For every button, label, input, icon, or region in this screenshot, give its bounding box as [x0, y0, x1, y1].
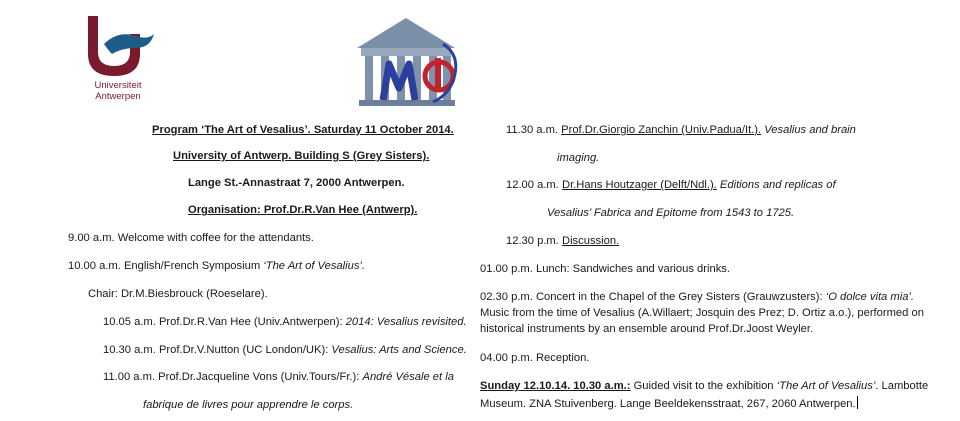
talk-vanhee-speaker: 10.05 a.m. Prof.Dr.R.Van Hee (Univ.Antwerpen): [103, 316, 346, 328]
address-line: Lange St.-Annastraat 7, 2000 Antwerpen. [188, 177, 405, 189]
symposium-title: ‘The Art of Vesalius’. [263, 260, 366, 272]
exhibition-title: ‘The Art of Vesalius’ [776, 380, 876, 392]
item-talk-houtzager [506, 178, 836, 192]
discussion-label: Discussion. [561, 235, 620, 247]
talk-vons-speaker: 11.00 a.m. Prof.Dr.Jacqueline Vons (Univ.Tours/Fr.): [103, 371, 363, 383]
sunday-visit-location [480, 396, 858, 411]
university-of-antwerp-logo-icon [78, 14, 158, 80]
concert-title: ‘O dolce vita mia’. [825, 291, 915, 303]
sunday-date: Sunday 12.10.14. 10.30 a.m.: [480, 380, 631, 392]
museum-emblem-logo-icon [347, 14, 465, 110]
sunday-visit-lambotte: . Lambotte [875, 380, 929, 392]
concert-ensemble-line: historical instruments by an ensemble around Prof.Dr.Joost Weyler. [480, 323, 814, 335]
item-lunch: 01.00 p.m. Lunch: Sandwiches and various drinks. [480, 263, 730, 275]
organisation-line: Organisation: Prof.Dr.R.Van Hee (Antwerp). [188, 204, 418, 216]
item-talk-zanchin [506, 123, 856, 137]
talk-zanchin-time: 11.30 a.m. [506, 124, 562, 136]
sunday-visit-text: Guided visit to the exhibition [630, 380, 777, 392]
venue-line: University of Antwerp. Building S (Grey Sisters). [173, 150, 430, 162]
item-reception: 04.00 p.m. Reception. [480, 352, 590, 364]
talk-vons-title: André Vésale et la [362, 371, 454, 383]
talk-nutton-title: Vesalius: Arts and Science. [331, 344, 467, 356]
item-chair: Chair: Dr.M.Biesbrouck (Roeselare). [88, 288, 268, 300]
item-discussion [506, 234, 619, 248]
university-logo [78, 14, 158, 104]
talk-houtzager-time: 12.00 a.m. [506, 179, 562, 191]
item-symposium [68, 259, 365, 273]
university-name-line2: Antwerpen [95, 91, 141, 102]
sunday-location-text: Museum. ZNA Stuivenberg. Lange Beeldekensstraat, 267, 2060 Antwerpen. [480, 398, 856, 410]
museum-logo [347, 14, 465, 110]
item-concert [480, 290, 914, 304]
concert-music-line: Music from the time of Vesalius (A.Willaert; Josquin des Prez; D. Ortiz a.o.), performed on [480, 307, 924, 319]
talk-zanchin-title: Vesalius and brain [761, 124, 856, 136]
university-name-line1: Universiteit [94, 80, 142, 91]
symposium-text: 10.00 a.m. English/French Symposium [68, 260, 264, 272]
talk-houtzager-speaker: Dr.Hans Houtzager (Delft/Ndl.). [561, 179, 717, 191]
talk-houtzager-title: Editions and replicas of [716, 179, 836, 191]
item-talk-vanhee [103, 315, 467, 329]
talk-vons-title-cont: fabrique de livres pour apprendre le corps. [143, 399, 354, 411]
talk-houtzager-title-cont: Vesalius’ Fabrica and Epitome from 1543 to 1725. [547, 207, 795, 219]
talk-vanhee-title: 2014: Vesalius revisited. [345, 316, 467, 328]
concert-text: 02.30 p.m. Concert in the Chapel of the Grey Sisters (Grauwzusters): [480, 291, 826, 303]
text-cursor [857, 396, 858, 409]
talk-zanchin-title-cont: imaging. [557, 152, 600, 164]
talk-zanchin-speaker: Prof.Dr.Giorgio Zanchin (Univ.Padua/It.). [561, 124, 762, 136]
program-title: Program ‘The Art of Vesalius’. Saturday 11 October 2014. [152, 124, 454, 136]
item-talk-nutton [103, 343, 467, 357]
item-talk-vons [103, 370, 454, 384]
discussion-time: 12.30 p.m. [506, 235, 562, 247]
item-sunday-visit [480, 379, 928, 393]
item-welcome: 9.00 a.m. Welcome with coffee for the attendants. [68, 232, 314, 244]
talk-nutton-speaker: 10.30 a.m. Prof.Dr.V.Nutton (UC London/UK): [103, 344, 332, 356]
